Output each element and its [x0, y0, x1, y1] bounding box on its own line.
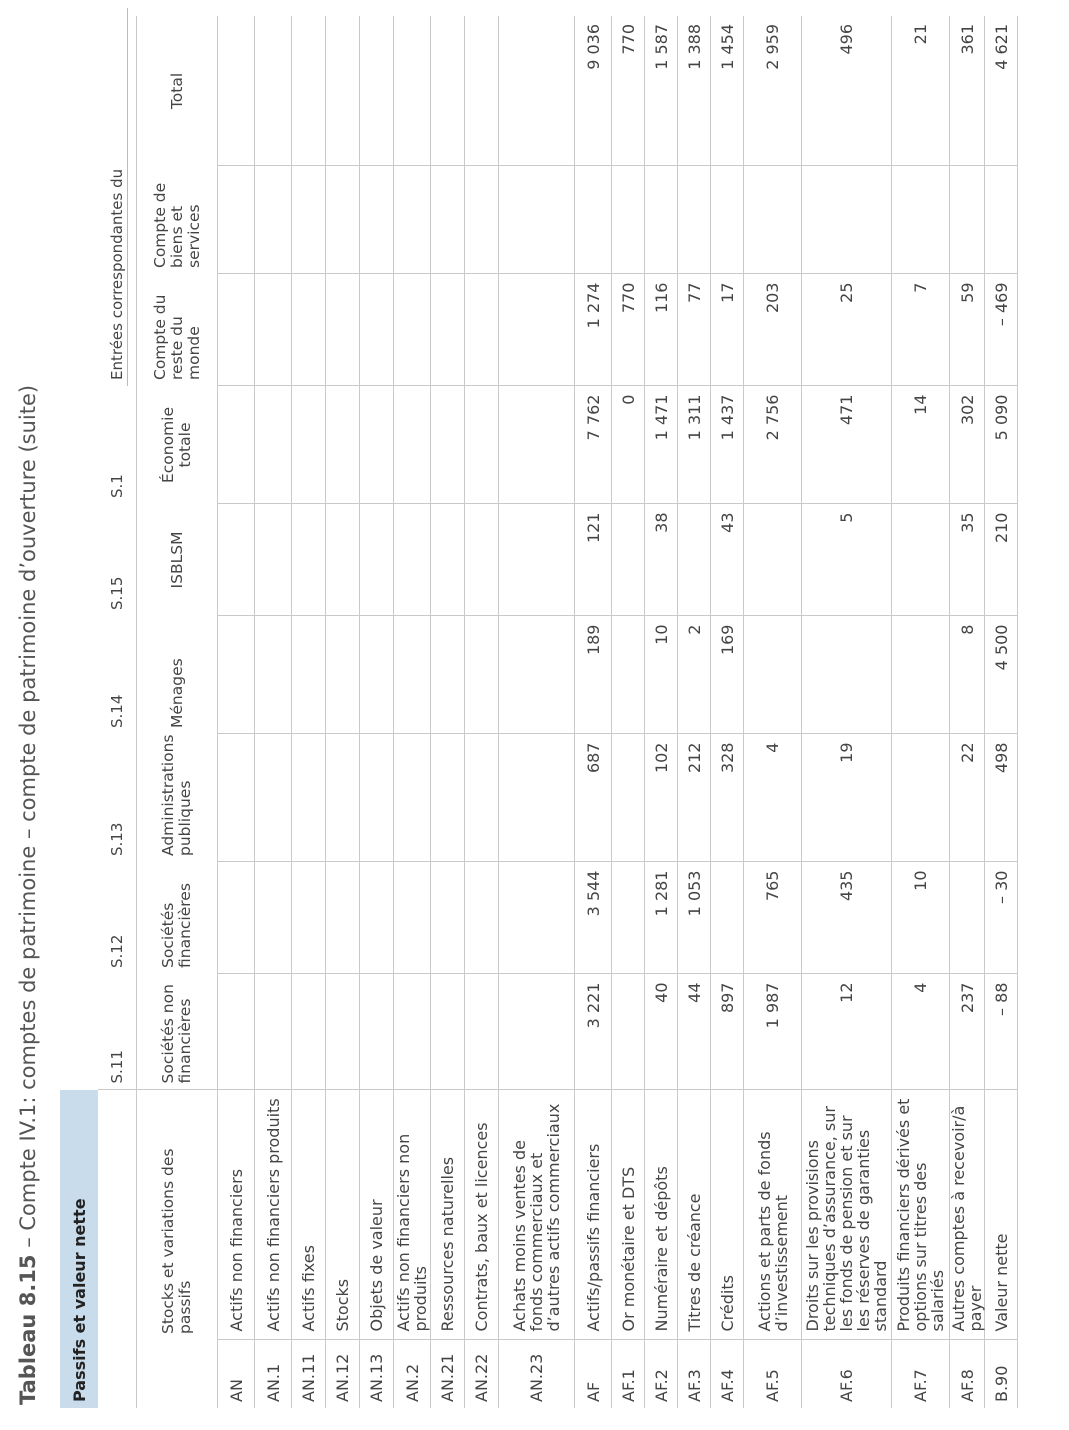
table-row: [711, 16, 744, 1408]
cell-isblsm: 43: [711, 504, 744, 616]
cell-rdm: [218, 274, 255, 386]
table-row: [292, 16, 326, 1408]
cell-isblsm: [326, 504, 360, 616]
header-snf: Sociétés non financières: [137, 974, 218, 1090]
cell-men: [394, 616, 431, 734]
cell-apu: [499, 734, 575, 862]
row-code: AN: [218, 1340, 255, 1408]
cell-rdm: 59: [950, 274, 985, 386]
cell-snf: [465, 974, 499, 1090]
cell-rdm: [255, 274, 292, 386]
cell-eco: 1 311: [678, 386, 711, 504]
cell-bs: [612, 166, 645, 274]
cell-sf: 1 053: [678, 862, 711, 974]
row-label: Actifs non financiers non produits: [394, 1090, 431, 1340]
cell-sf: [394, 862, 431, 974]
row-code: AN.23: [499, 1340, 575, 1408]
cell-men: [802, 616, 892, 734]
cell-total: 1 587: [645, 16, 678, 166]
cell-eco: 0: [612, 386, 645, 504]
header-label: Stocks et variations des passifs: [137, 1090, 218, 1340]
table-number: Tableau 8.15: [16, 1254, 40, 1405]
band-label: Passifs et valeur nette: [60, 1090, 98, 1408]
row-label: Ressources naturelles: [431, 1090, 465, 1340]
cell-snf: [326, 974, 360, 1090]
cell-sf: [612, 862, 645, 974]
cell-bs: [499, 166, 575, 274]
cell-bs: [744, 166, 802, 274]
cell-eco: [292, 386, 326, 504]
cell-men: [431, 616, 465, 734]
header-sf: Sociétés financières: [137, 862, 218, 974]
cell-eco: [465, 386, 499, 504]
cell-total: 496: [802, 16, 892, 166]
sector-s15: S.15: [98, 504, 137, 616]
sector-s14: S.14: [98, 616, 137, 734]
cell-rdm: 25: [802, 274, 892, 386]
row-code: AF.4: [711, 1340, 744, 1408]
row-code: AF.1: [612, 1340, 645, 1408]
cell-isblsm: [499, 504, 575, 616]
cell-sf: 435: [802, 862, 892, 974]
cell-rdm: 770: [612, 274, 645, 386]
table-row: [360, 16, 394, 1408]
row-label: Actions et parts de fonds d’investissement: [744, 1090, 802, 1340]
cell-snf: [499, 974, 575, 1090]
cell-isblsm: 210: [985, 504, 1018, 616]
row-label: Or monétaire et DTS: [612, 1090, 645, 1340]
cell-isblsm: [255, 504, 292, 616]
cell-eco: 7 762: [575, 386, 612, 504]
cell-eco: 1 471: [645, 386, 678, 504]
cell-sf: [360, 862, 394, 974]
cell-sf: 765: [744, 862, 802, 974]
cell-isblsm: [292, 504, 326, 616]
cell-rdm: 116: [645, 274, 678, 386]
cell-eco: [218, 386, 255, 504]
cell-sf: [711, 862, 744, 974]
cell-bs: [892, 166, 950, 274]
cell-snf: 40: [645, 974, 678, 1090]
cell-isblsm: [892, 504, 950, 616]
cell-bs: [431, 166, 465, 274]
cell-snf: [218, 974, 255, 1090]
header-total: Total: [137, 16, 218, 166]
row-code: AN.12: [326, 1340, 360, 1408]
cell-apu: [292, 734, 326, 862]
cell-sf: [255, 862, 292, 974]
cell-snf: [360, 974, 394, 1090]
cell-sf: 3 544: [575, 862, 612, 974]
cell-bs: [950, 166, 985, 274]
cell-men: [892, 616, 950, 734]
cell-isblsm: [218, 504, 255, 616]
cell-isblsm: [431, 504, 465, 616]
table-row: [218, 16, 255, 1408]
cell-isblsm: 5: [802, 504, 892, 616]
cell-apu: [218, 734, 255, 862]
cell-total: 4 621: [985, 16, 1018, 166]
cell-isblsm: 38: [645, 504, 678, 616]
row-label: Autres comptes à recevoir/à payer: [950, 1090, 985, 1340]
cell-total: [499, 16, 575, 166]
cell-isblsm: [678, 504, 711, 616]
cell-eco: [360, 386, 394, 504]
sector-s12: S.12: [98, 862, 137, 974]
cell-isblsm: [465, 504, 499, 616]
cell-snf: 44: [678, 974, 711, 1090]
row-label: Actifs fixes: [292, 1090, 326, 1340]
row-label: Numéraire et dépôts: [645, 1090, 678, 1340]
cell-sf: [950, 862, 985, 974]
cell-sf: [465, 862, 499, 974]
sector-s11: S.11: [98, 974, 137, 1090]
cell-men: 2: [678, 616, 711, 734]
cell-total: [326, 16, 360, 166]
header-rdm: Compte du reste du monde: [137, 274, 218, 386]
cell-total: 361: [950, 16, 985, 166]
cell-eco: 1 437: [711, 386, 744, 504]
row-code: B.90: [985, 1340, 1018, 1408]
cell-rdm: 1 274: [575, 274, 612, 386]
cell-men: [255, 616, 292, 734]
row-code: AF.3: [678, 1340, 711, 1408]
balance-sheet-table: [60, 16, 1018, 1408]
cell-men: [326, 616, 360, 734]
header-bs: Compte de biens et services: [137, 166, 218, 274]
cell-sf: [218, 862, 255, 974]
cell-bs: [985, 166, 1018, 274]
cell-snf: [394, 974, 431, 1090]
table-title: [16, 385, 40, 1405]
cell-eco: [255, 386, 292, 504]
table-row: [744, 16, 802, 1408]
cell-bs: [326, 166, 360, 274]
cell-apu: 19: [802, 734, 892, 862]
table-row: [499, 16, 575, 1408]
cell-snf: 12: [802, 974, 892, 1090]
cell-isblsm: 35: [950, 504, 985, 616]
cell-apu: [394, 734, 431, 862]
cell-snf: 237: [950, 974, 985, 1090]
row-label: Droits sur les provisions techniques d’assurance, sur les fonds de pension et sur les réserves de garanties standard: [802, 1090, 892, 1340]
cell-total: [431, 16, 465, 166]
cell-snf: 897: [711, 974, 744, 1090]
cell-sf: [292, 862, 326, 974]
cell-apu: [465, 734, 499, 862]
cell-men: [744, 616, 802, 734]
cell-apu: [326, 734, 360, 862]
cell-rdm: [360, 274, 394, 386]
row-code: AF.6: [802, 1340, 892, 1408]
cell-rdm: [431, 274, 465, 386]
cell-bs: [678, 166, 711, 274]
header-men: Ménages: [137, 616, 218, 734]
cell-men: [499, 616, 575, 734]
cell-apu: 212: [678, 734, 711, 862]
row-label: Actifs/passifs financiers: [575, 1090, 612, 1340]
cell-men: [465, 616, 499, 734]
cell-total: [465, 16, 499, 166]
table-row: [892, 16, 950, 1408]
cell-sf: [431, 862, 465, 974]
row-code: AN.21: [431, 1340, 465, 1408]
row-label: Titres de créance: [678, 1090, 711, 1340]
cell-sf: 10: [892, 862, 950, 974]
row-label: Actifs non financiers: [218, 1090, 255, 1340]
row-label: Valeur nette: [985, 1090, 1018, 1340]
cell-bs: [575, 166, 612, 274]
header-isblsm: ISBLSM: [137, 504, 218, 616]
header-apu: Administrations publiques: [137, 734, 218, 862]
cell-total: 2 959: [744, 16, 802, 166]
row-label: Actifs non financiers produits: [255, 1090, 292, 1340]
cell-rdm: 77: [678, 274, 711, 386]
cell-total: 21: [892, 16, 950, 166]
table-row: [465, 16, 499, 1408]
cell-snf: [292, 974, 326, 1090]
cell-apu: [431, 734, 465, 862]
cell-snf: [255, 974, 292, 1090]
cell-bs: [292, 166, 326, 274]
cell-rdm: [326, 274, 360, 386]
cell-eco: 5 090: [985, 386, 1018, 504]
cell-men: 10: [645, 616, 678, 734]
cell-isblsm: [744, 504, 802, 616]
cell-apu: [255, 734, 292, 862]
cell-rdm: 17: [711, 274, 744, 386]
cell-eco: [431, 386, 465, 504]
cell-apu: 22: [950, 734, 985, 862]
cell-bs: [255, 166, 292, 274]
cell-bs: [218, 166, 255, 274]
row-code: AF.7: [892, 1340, 950, 1408]
cell-snf: 1 987: [744, 974, 802, 1090]
row-code: AF.5: [744, 1340, 802, 1408]
cell-eco: 14: [892, 386, 950, 504]
cell-snf: [431, 974, 465, 1090]
sector-s13: S.13: [98, 734, 137, 862]
header-eco: Économie totale: [137, 386, 218, 504]
cell-rdm: [465, 274, 499, 386]
cell-sf: 1 281: [645, 862, 678, 974]
cell-total: [292, 16, 326, 166]
row-code: AN.11: [292, 1340, 326, 1408]
cell-apu: [612, 734, 645, 862]
row-label: Produits financiers dérivés et options sur titres des salariés: [892, 1090, 950, 1340]
row-code: AN.22: [465, 1340, 499, 1408]
cell-bs: [802, 166, 892, 274]
row-label: Achats moins ventes de fonds commerciaux et d’autres actifs commerciaux: [499, 1090, 575, 1340]
cell-snf: 3 221: [575, 974, 612, 1090]
cell-total: [255, 16, 292, 166]
cell-eco: [499, 386, 575, 504]
cell-snf: 4: [892, 974, 950, 1090]
cell-rdm: [499, 274, 575, 386]
cell-apu: 4: [744, 734, 802, 862]
cell-eco: 2 756: [744, 386, 802, 504]
cell-rdm: – 469: [985, 274, 1018, 386]
row-code: AF.8: [950, 1340, 985, 1408]
cell-bs: [711, 166, 744, 274]
cell-eco: 302: [950, 386, 985, 504]
row-code: AN.1: [255, 1340, 292, 1408]
cell-men: [218, 616, 255, 734]
cell-snf: [612, 974, 645, 1090]
cell-apu: 328: [711, 734, 744, 862]
table-row: [255, 16, 292, 1408]
cell-total: [360, 16, 394, 166]
table-row: [326, 16, 360, 1408]
cell-eco: 471: [802, 386, 892, 504]
table-caption: – Compte IV.1: comptes de patrimoine – compte de patrimoine d’ouverture (suite): [16, 384, 40, 1255]
cell-rdm: 203: [744, 274, 802, 386]
cell-isblsm: [360, 504, 394, 616]
cell-apu: 687: [575, 734, 612, 862]
table-row: [802, 16, 892, 1408]
table-row: [950, 16, 985, 1408]
cell-bs: [394, 166, 431, 274]
cell-bs: [645, 166, 678, 274]
cell-apu: 498: [985, 734, 1018, 862]
row-code: AF: [575, 1340, 612, 1408]
cell-total: 1 388: [678, 16, 711, 166]
cell-bs: [465, 166, 499, 274]
cell-total: [394, 16, 431, 166]
cell-total: 9 036: [575, 16, 612, 166]
cell-men: [612, 616, 645, 734]
table-row: [575, 16, 612, 1408]
sector-s1: S.1: [98, 386, 137, 504]
row-label: Objets de valeur: [360, 1090, 394, 1340]
cell-sf: [326, 862, 360, 974]
row-code: AF.2: [645, 1340, 678, 1408]
cell-isblsm: [612, 504, 645, 616]
cell-isblsm: [394, 504, 431, 616]
cell-men: [360, 616, 394, 734]
row-label: Crédits: [711, 1090, 744, 1340]
cell-bs: [360, 166, 394, 274]
table-row: [394, 16, 431, 1408]
row-label: Stocks: [326, 1090, 360, 1340]
cell-rdm: [394, 274, 431, 386]
row-code: AN.2: [394, 1340, 431, 1408]
cell-apu: [360, 734, 394, 862]
cell-men: 189: [575, 616, 612, 734]
row-code: AN.13: [360, 1340, 394, 1408]
cell-apu: 102: [645, 734, 678, 862]
cell-rdm: [292, 274, 326, 386]
cell-men: 169: [711, 616, 744, 734]
cell-sf: – 30: [985, 862, 1018, 974]
row-label: Contrats, baux et licences: [465, 1090, 499, 1340]
cell-men: [292, 616, 326, 734]
table-row: [612, 16, 645, 1408]
cell-isblsm: 121: [575, 504, 612, 616]
table-row: [678, 16, 711, 1408]
sector-code-row: [98, 16, 137, 1408]
cell-eco: [326, 386, 360, 504]
cell-total: [218, 16, 255, 166]
cell-men: 4 500: [985, 616, 1018, 734]
band-row: [60, 16, 98, 1408]
cell-apu: [892, 734, 950, 862]
cell-total: 1 454: [711, 16, 744, 166]
entrees-label: Entrées correspondantes du: [107, 168, 126, 380]
cell-eco: [394, 386, 431, 504]
cell-sf: [499, 862, 575, 974]
cell-rdm: 7: [892, 274, 950, 386]
entrees-group: [98, 16, 137, 386]
table-row: [431, 16, 465, 1408]
column-header-row: [137, 16, 218, 1408]
entrees-underline: [127, 8, 128, 386]
cell-men: 8: [950, 616, 985, 734]
table-row: [645, 16, 678, 1408]
cell-total: 770: [612, 16, 645, 166]
cell-snf: – 88: [985, 974, 1018, 1090]
table-row: [985, 16, 1018, 1408]
